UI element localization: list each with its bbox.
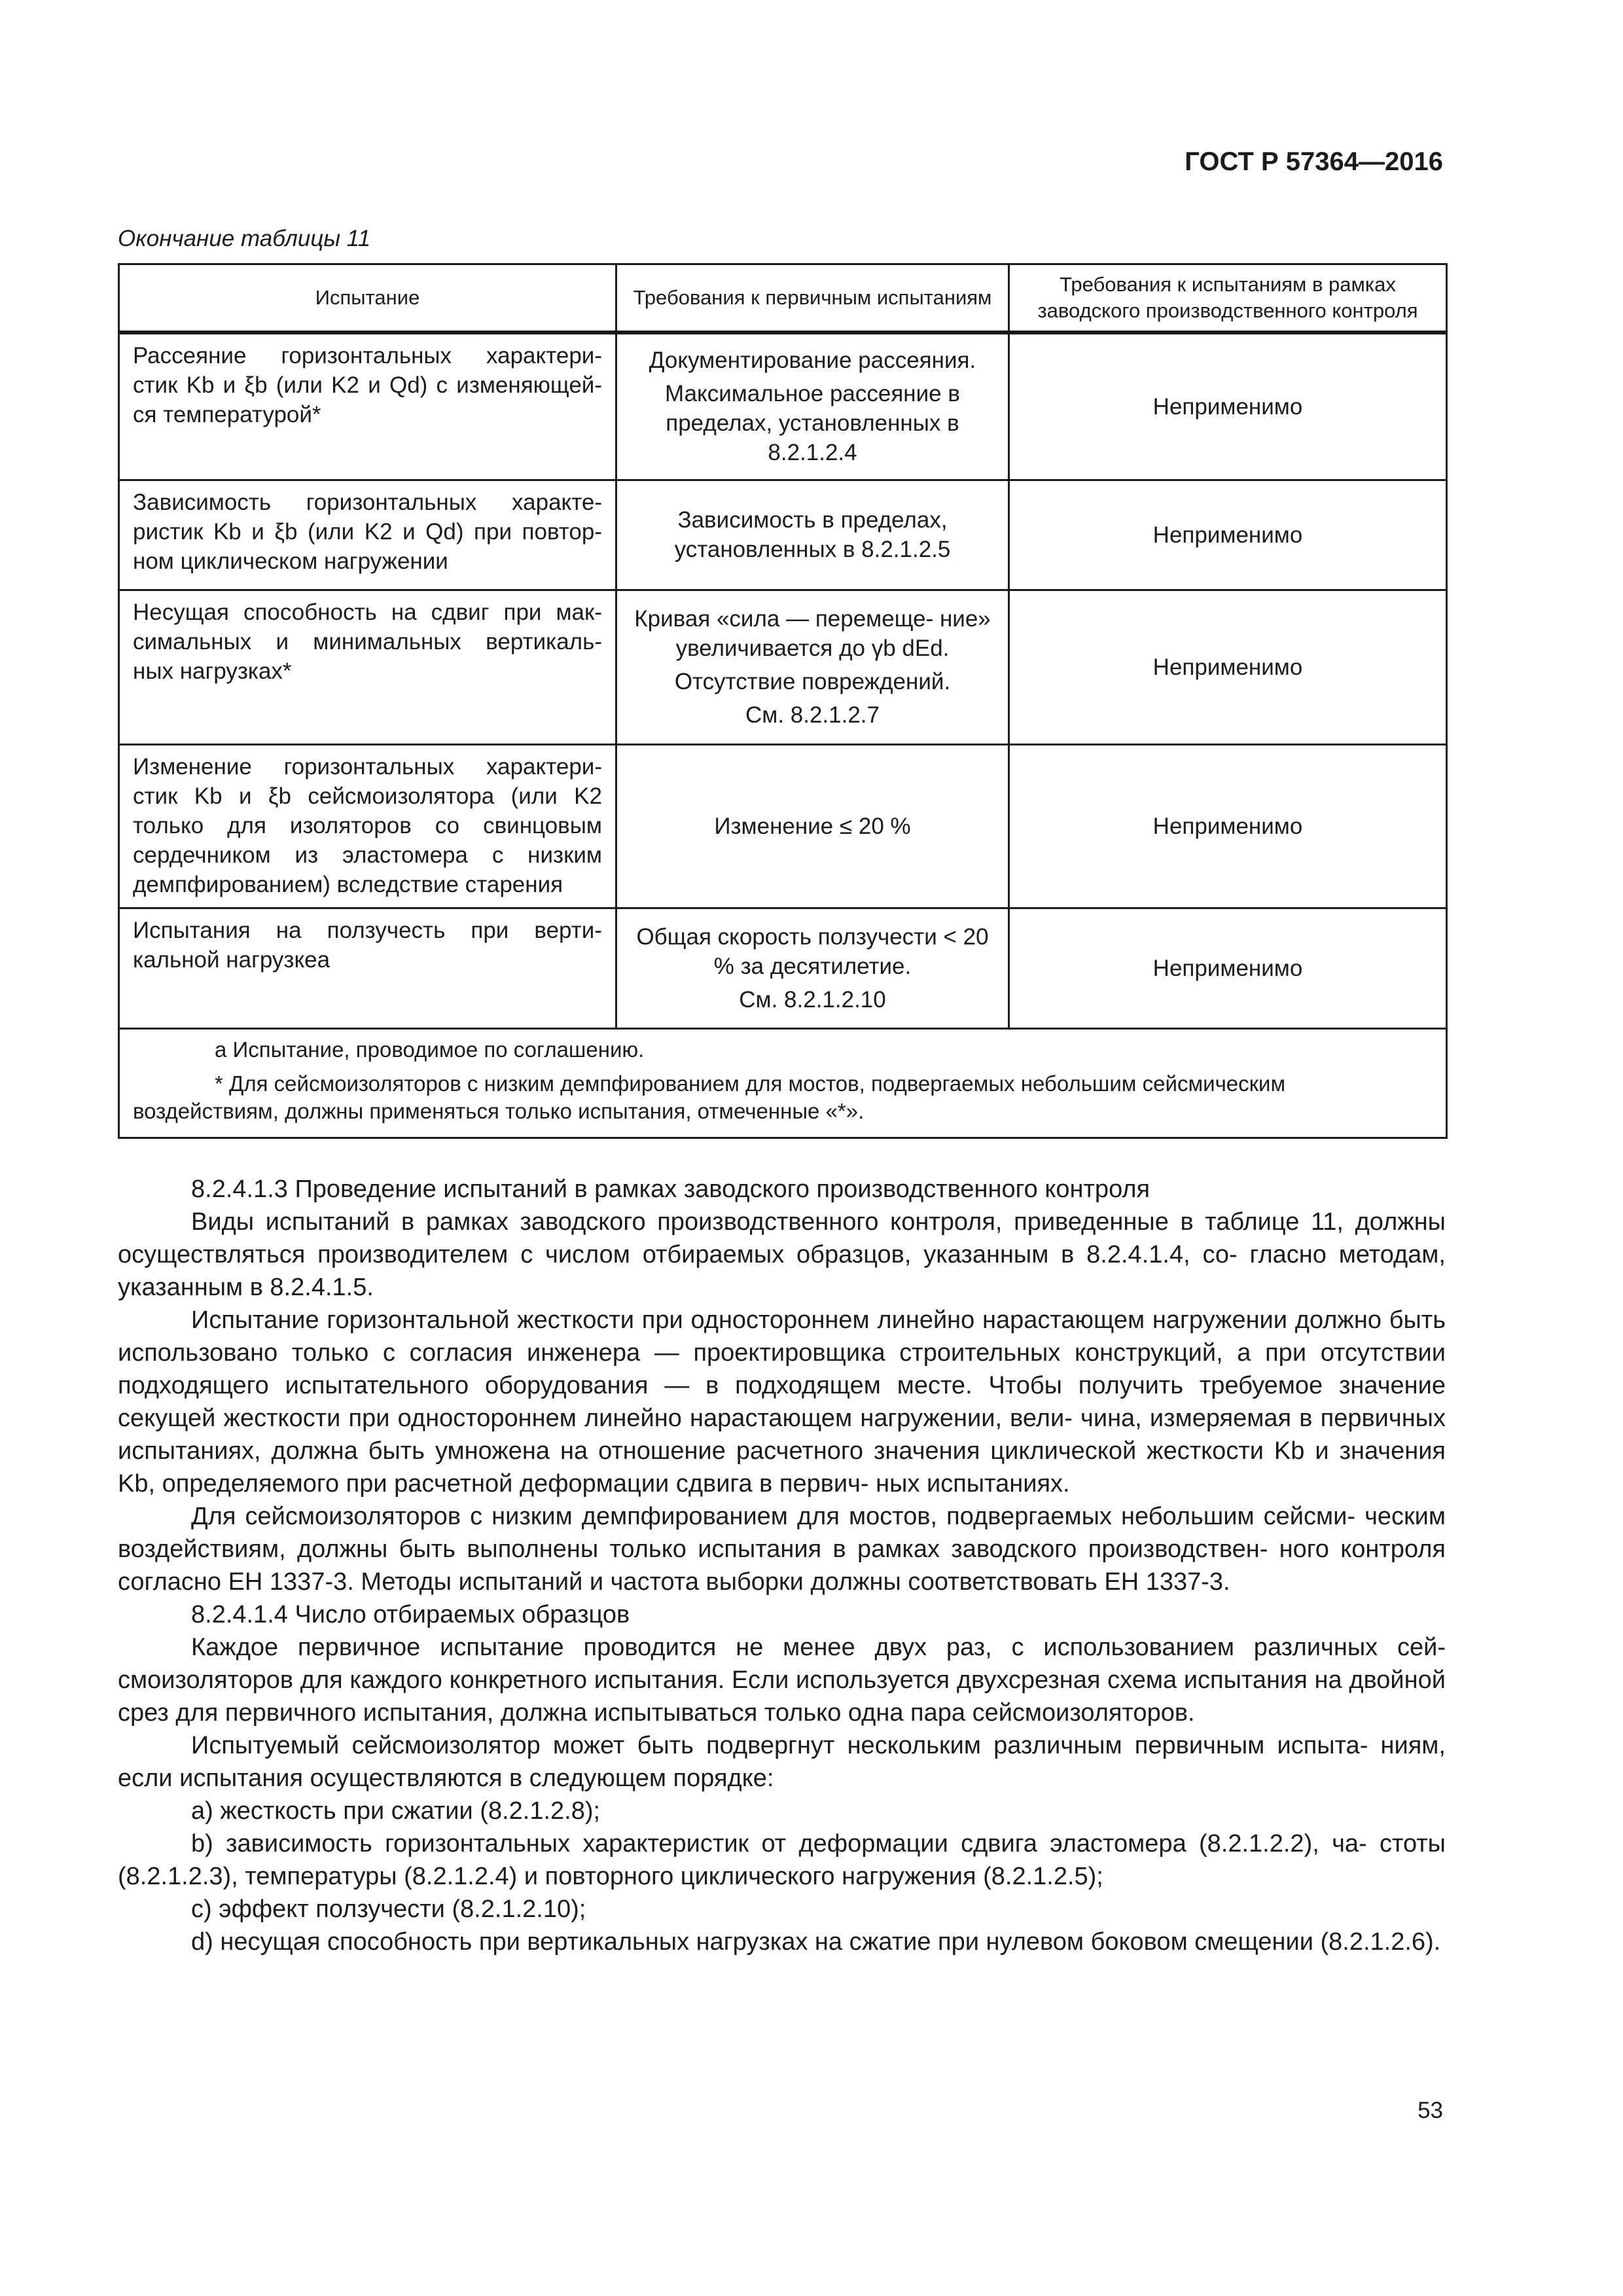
requirement-text: Общая скорость ползучести < 20 % за десятилетие. [636,924,989,979]
text-line: сердечником из эластомера с низким [133,842,602,868]
page-number: 53 [1418,2098,1443,2123]
list-item: c) эффект ползучести (8.2.1.2.10); [191,1895,586,1923]
factory-requirement-cell: Неприменимо [1009,744,1447,908]
requirement-text: См. 8.2.1.2.10 [739,986,886,1013]
table-footnote: * Для сейсмоизоляторов с низким демпфированием для мостов, подвергаемых небольшим сейсмическим воздействиям, должны применяться только испытания, отмеченные «*». [133,1071,1286,1123]
section-heading: 8.2.4.1.3 Проведение испытаний в рамках заводского производственного контроля [191,1175,1150,1203]
table-header-row [119,264,1447,333]
column-header-primary: Требования к первичным испытаниям [616,264,1009,333]
paragraph: Испытуемый сейсмоизолятор может быть подвергнут нескольким различным первичным испыта- ниям, если испытания осуществляются в следующем порядке: [118,1732,1446,1792]
test-cell [119,908,616,1028]
requirement-text: Отсутствие повреждений. [674,669,951,694]
document-code: ГОСТ Р 57364—2016 [1185,147,1443,176]
text-line: Зависимость горизонтальных характе- [133,489,602,515]
column-header-factory: Требования к испытаниям в рамках заводского производственного контроля [1009,264,1447,333]
text-line: Испытания на ползучесть при верти- [133,917,602,943]
list-item: d) несущая способность при вертикальных нагрузках на сжатие при нулевом боковом смещении (8.2.1.2.6). [191,1928,1441,1956]
table-row [119,908,1447,1028]
test-cell [119,480,616,590]
table-caption: Окончание таблицы 11 [118,226,371,251]
factory-requirement-cell: Неприменимо [1009,480,1447,590]
text-line: Изменение горизонтальных характери- [133,753,602,780]
test-cell [119,590,616,744]
primary-requirement-cell [616,744,1009,908]
text-line: стик Kb и ξb сейсмоизолятора (или K2 [133,783,602,809]
requirement-text: Кривая «сила — перемеще- ние» увеличивается до γb dEd. [634,606,991,661]
primary-requirement-cell [616,332,1009,480]
test-cell [119,744,616,908]
text-line: кальной нагрузкеa [133,946,330,973]
text-line: Рассеяние горизонтальных характери- [133,343,602,368]
text-line: симальных и минимальных вертикаль- [133,628,602,655]
text-line: Несущая способность на сдвиг при мак- [133,599,602,625]
text-line: стик Kb и ξb (или K2 и Qd) с изменяющей- [133,372,602,398]
paragraph: Для сейсмоизоляторов с низким демпфированием для мостов, подвергаемых небольшим сейсми- ческим воздействиям, должны быть выполнены только испытания в рамках заводского производствен- ного контроля согласно ЕН 1337-3. Методы испытаний и частота выборки должны соответствовать ЕН 1337-3. [118,1503,1446,1596]
test-cell [119,332,616,480]
requirement-text: См. 8.2.1.2.7 [745,702,880,728]
table-row [119,480,1447,590]
primary-requirement-cell [616,908,1009,1028]
text-line: ных нагрузках* [133,658,292,684]
table-row [119,332,1447,480]
table-row [119,744,1447,908]
table-notes [119,1028,1447,1138]
text-line: ном циклическом нагружении [133,548,448,574]
list-item: a) жесткость при сжатии (8.2.1.2.8); [191,1797,601,1825]
primary-requirement-cell [616,480,1009,590]
requirements-table [118,263,1448,1139]
table-notes-row [119,1028,1447,1138]
text-line: демпфированием) вследствие старения [133,871,563,897]
body-text [118,1173,1446,1958]
paragraph: Испытание горизонтальной жесткости при одностороннем линейно нарастающем нагружении должно быть использовано только с согласия инженера — проектировщика строительных конструкций, а при отсутствии подходящего испытательного оборудования — в подходящем месте. Чтобы получить требуемое значение секущей жесткости при одностороннем линейно нарастающем нагружении, вели- чина, измеряемая в первичных испытаниях, должна быть умножена на отношение расчетного значения циклической жесткости Kb и значения Kb, определяемого при расчетной деформации сдвига в первич- ных испытаниях. [118,1306,1446,1498]
requirement-text: Зависимость в пределах, установленных в 8.2.1.2.5 [674,507,951,562]
text-line: ристик Kb и ξb (или K2 и Qd) при повтор- [133,518,602,545]
section-heading: 8.2.4.1.4 Число отбираемых образцов [191,1601,630,1628]
requirement-text: Документирование рассеяния. [649,348,976,374]
text-line: только для изоляторов со свинцовым [133,812,602,838]
table-row [119,590,1447,744]
primary-requirement-cell [616,590,1009,744]
list-item: b) зависимость горизонтальных характеристик от деформации сдвига эластомера (8.2.1.2.2), ча- стоты (8.2.1.2.3), температуры (8.2.1.2.4) и повторного циклического нагружения (8.2.1.2.5); [118,1830,1446,1890]
factory-requirement-cell: Неприменимо [1009,590,1447,744]
factory-requirement-cell: Неприменимо [1009,332,1447,480]
column-header-test: Испытание [119,264,616,333]
factory-requirement-cell: Неприменимо [1009,908,1447,1028]
table-footnote: a Испытание, проводимое по соглашению. [215,1037,645,1062]
text-line: ся температурой* [133,402,321,427]
requirement-text: Максимальное рассеяние в пределах, установленных в 8.2.1.2.4 [665,381,960,466]
paragraph: Каждое первичное испытание проводится не менее двух раз, с использованием различных сей- смоизоляторов для каждого конкретного испытания. Если используется двухсрезная схема испытания на двойной срез для первичного испытания, должна испытываться только одна пара сейсмоизоляторов. [118,1634,1446,1727]
paragraph: Виды испытаний в рамках заводского производственного контроля, приведенные в таблице 11, должны осуществляться производителем с числом отбираемых образцов, указанным в 8.2.4.1.4, со- гласно методам, указанным в 8.2.4.1.5. [118,1208,1446,1301]
requirement-text: Изменение ≤ 20 % [714,813,911,839]
